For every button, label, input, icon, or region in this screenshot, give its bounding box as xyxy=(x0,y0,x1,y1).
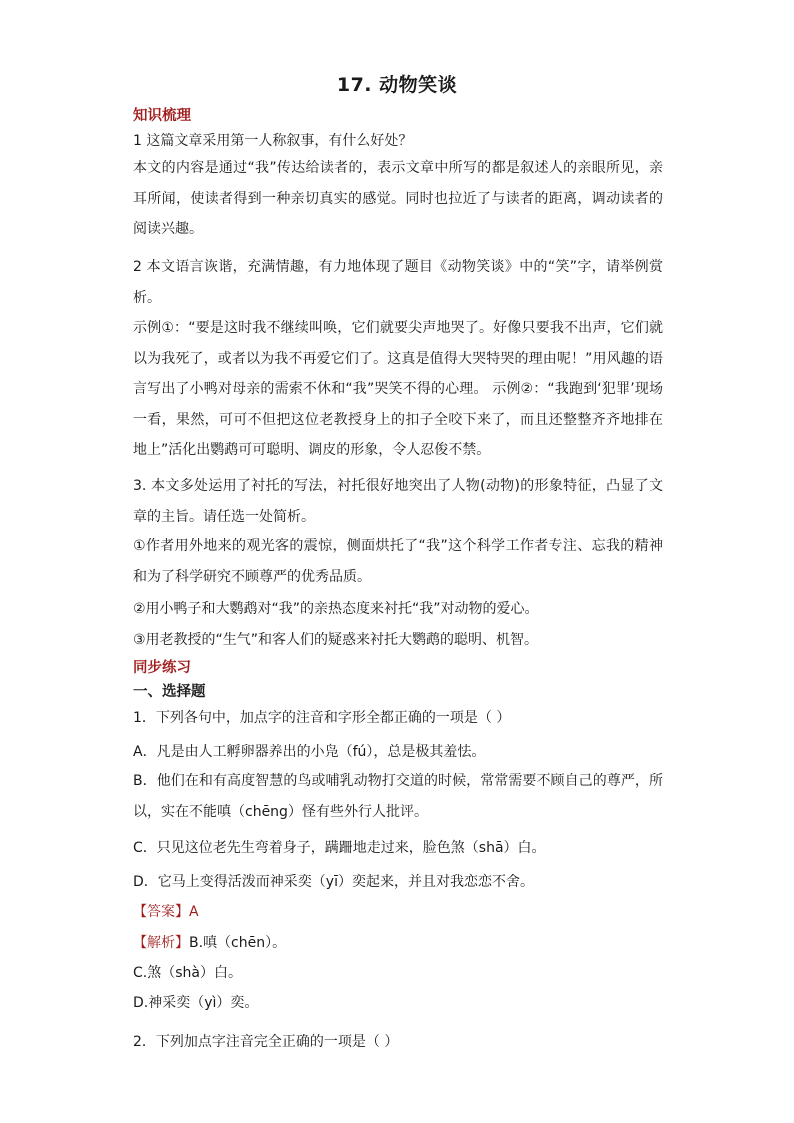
analysis-label: 【解析】 xyxy=(133,935,189,951)
answer-3-item-1: ①作者用外地来的观光客的震惊，侧面烘托了“我”这个科学工作者专注、忘我的精神和为了科学研究不顾尊严的优秀品质。 xyxy=(133,538,663,585)
option-a: A．凡是由人工孵卵器养出的小凫（fú），总是极其羞怯。 xyxy=(133,744,486,760)
option-d: D．它马上变得活泼而神采奕（yī）奕起来，并且对我恋恋不舍。 xyxy=(133,874,534,890)
answer-value: A xyxy=(189,904,199,920)
answer-label: 【答案】 xyxy=(133,904,189,920)
analysis-row xyxy=(133,932,286,952)
question-2: 2 本文语言诙谐，充满情趣，有力地体现了题目《动物笑谈》中的“笑”字，请举例赏析。 xyxy=(133,259,663,306)
section-heading-knowledge: 知识梳理 xyxy=(133,108,191,124)
analysis-item-b: B.嗔（chēn）。 xyxy=(189,935,287,951)
section-heading-practice: 同步练习 xyxy=(133,660,191,676)
answer-1: 本文的内容是通过“我”传达给读者的，表示文章中所写的都是叙述人的亲眼所见，亲耳所闻，使读者得到一种亲切真实的感觉。同时也拉近了与读者的距离，调动读者的阅读兴趣。 xyxy=(133,160,663,237)
answer-row xyxy=(133,901,199,921)
question-3: 3. 本文多处运用了衬托的写法，衬托很好地突出了人物(动物)的形象特征，凸显了文章的主旨。请任选一处简析。 xyxy=(133,478,663,525)
subheading-choice: 一、选择题 xyxy=(133,684,206,700)
mc-question-2: 2．下列加点字注音完全正确的一项是（ ） xyxy=(133,1034,399,1050)
answer-3-item-3: ③用老教授的“生气”和客人们的疑惑来衬托大鹦鹉的聪明、机智。 xyxy=(133,632,539,648)
question-1: 1 这篇文章采用第一人称叙事，有什么好处？ xyxy=(133,133,413,149)
answer-2: 示例①：“要是这时我不继续叫唤，它们就要尖声地哭了。好像只要我不出声，它们就以为我死了，或者以为我不再爱它们了。这真是值得大哭特哭的理由呢！”用风趣的语言写出了小鸭对母亲的需索不休和“我”哭笑不得的心理。 示例②：“我跑到‘犯罪’现场一看，果然，可可不但把这位老教授身上的扣子全咬下来了，而且还整整齐齐地排在地上”活化出鹦鹉可可聪明、调皮的形象，令人忍俊不禁。 xyxy=(133,320,663,458)
option-b: B．他们在和有高度智慧的鸟或哺乳动物打交道的时候，常常需要不顾自己的尊严，所以，实在不能嗔（chēng）怪有些外行人批评。 xyxy=(133,773,663,820)
option-c: C．只见这位老先生弯着身子，蹒跚地走过来，脸色煞（shā）白。 xyxy=(133,840,546,856)
analysis-item-c: C.煞（shà）白。 xyxy=(133,965,242,981)
page-title: 17. 动物笑谈 xyxy=(336,74,458,96)
analysis-item-d: D.神采奕（yì）奕。 xyxy=(133,995,259,1011)
answer-3-item-2: ②用小鸭子和大鹦鹉对“我”的亲热态度来衬托“我”对动物的爱心。 xyxy=(133,601,539,617)
mc-question-1: 1．下列各句中，加点字的注音和字形全都正确的一项是（ ） xyxy=(133,710,511,726)
